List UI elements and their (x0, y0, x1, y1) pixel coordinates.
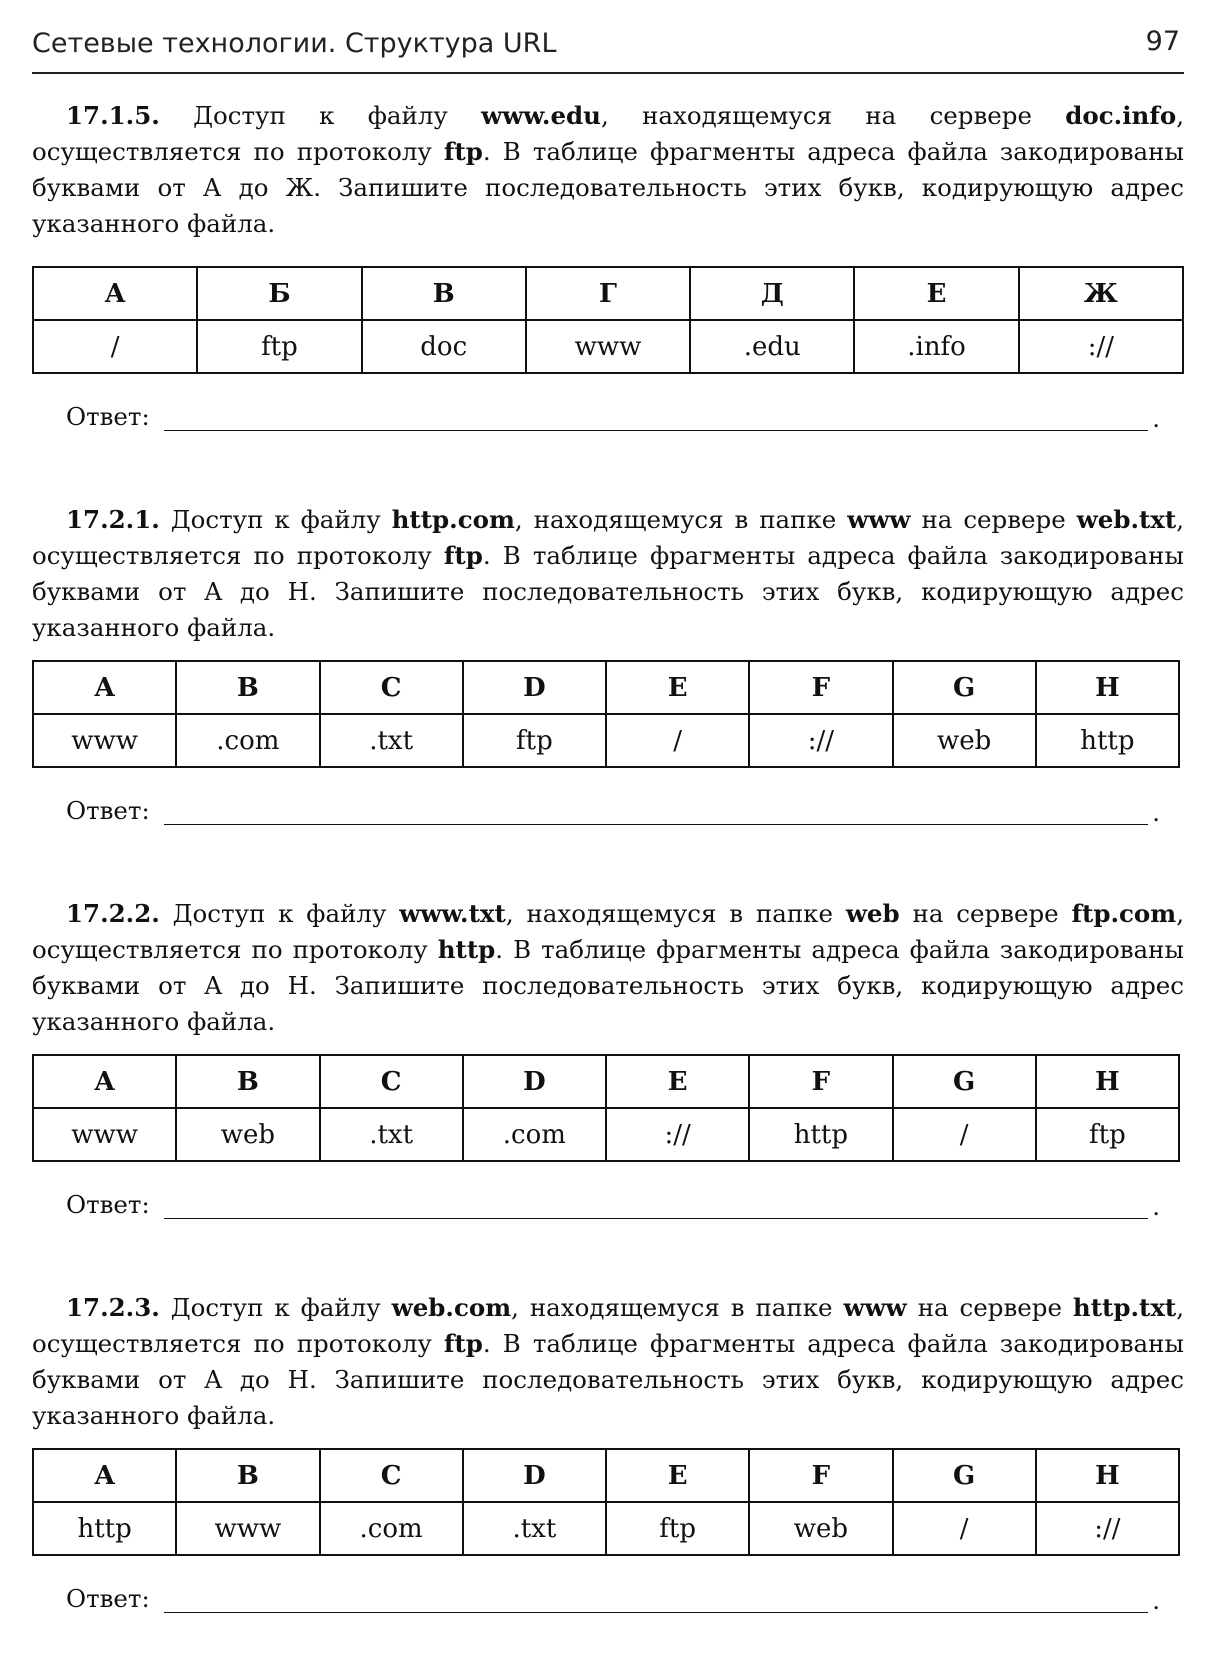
letter-cell: D (463, 661, 606, 714)
fragment-cell: web (749, 1502, 892, 1555)
letter-cell: Ж (1019, 267, 1183, 320)
answer-period: . (1152, 1586, 1160, 1615)
fragment-cell: :// (1019, 320, 1183, 373)
letter-cell: A (33, 1055, 176, 1108)
file-name: www.edu (481, 101, 601, 130)
file-name: www.txt (399, 899, 506, 928)
answer-line[interactable] (66, 402, 1170, 436)
task-text: 17.2.3. Доступ к файлу web.com, находящемуся в папке www на сервере http.txt, осуществляется по протоколу ftp. В таблице фрагменты адреса файла закодированы буквами от A до H. Запишите последовательность этих букв, кодирующую адрес указанного файла. (32, 1293, 1185, 1430)
letter-cell: A (33, 1449, 176, 1502)
letter-cell: C (320, 1449, 463, 1502)
fragment-cell: .com (463, 1108, 606, 1161)
letter-row (33, 1055, 1179, 1108)
answer-period: . (1152, 798, 1160, 827)
protocol-name: http (437, 935, 496, 964)
letter-cell: F (749, 1055, 892, 1108)
fragment-cell: / (33, 320, 197, 373)
letter-cell: G (893, 1449, 1036, 1502)
task-17-2-3 (32, 1290, 1184, 1434)
chapter-title: Сетевые технологии. Структура URL (32, 28, 557, 59)
task-17-1-5 (32, 98, 1184, 242)
answer-label: Ответ: (66, 1584, 150, 1613)
answer-blank[interactable] (164, 824, 1148, 825)
letter-cell: C (320, 1055, 463, 1108)
fragment-cell: ftp (197, 320, 361, 373)
letter-cell: А (33, 267, 197, 320)
letter-row (33, 267, 1183, 320)
protocol-name: ftp (443, 1329, 483, 1358)
fragment-cell: doc (362, 320, 526, 373)
letter-cell: H (1036, 661, 1179, 714)
protocol-name: ftp (443, 541, 483, 570)
fragment-cell: / (606, 714, 749, 767)
letter-cell: Б (197, 267, 361, 320)
fragment-cell: http (1036, 714, 1179, 767)
fragment-cell: :// (1036, 1502, 1179, 1555)
letter-cell: F (749, 661, 892, 714)
letter-cell: D (463, 1055, 606, 1108)
fragment-cell: http (33, 1502, 176, 1555)
answer-line[interactable] (66, 1584, 1170, 1618)
task-number: 17.2.1. (66, 505, 160, 534)
server-name: ftp.com (1071, 899, 1177, 928)
letter-cell: E (606, 1055, 749, 1108)
fragment-cell: / (893, 1108, 1036, 1161)
letter-row (33, 1449, 1179, 1502)
protocol-name: ftp (443, 137, 483, 166)
fragment-row (33, 1502, 1179, 1555)
fragment-cell: ftp (606, 1502, 749, 1555)
task-text: 17.2.1. Доступ к файлу http.com, находящемуся в папке www на сервере web.txt, осуществляется по протоколу ftp. В таблице фрагменты адреса файла закодированы буквами от A до H. Запишите последовательность этих букв, кодирующую адрес указанного файла. (32, 505, 1185, 642)
letter-cell: B (176, 1055, 319, 1108)
fragment-cell: :// (749, 714, 892, 767)
folder-name: www (843, 1293, 907, 1322)
letter-cell: E (606, 661, 749, 714)
fragment-cell: .txt (320, 714, 463, 767)
fragment-cell: .com (176, 714, 319, 767)
letter-cell: Д (690, 267, 854, 320)
task-text: 17.1.5. Доступ к файлу www.edu, находящемуся на сервере doc.info, осуществляется по протоколу ftp. В таблице фрагменты адреса файла закодированы буквами от А до Ж. Запишите последовательность этих букв, кодирующую адрес указанного файла. (32, 101, 1184, 238)
fragment-cell: web (893, 714, 1036, 767)
letter-cell: A (33, 661, 176, 714)
letter-cell: D (463, 1449, 606, 1502)
fragment-cell: .com (320, 1502, 463, 1555)
code-table (32, 1448, 1180, 1556)
answer-label: Ответ: (66, 402, 150, 431)
answer-period: . (1152, 1192, 1160, 1221)
task-text: 17.2.2. Доступ к файлу www.txt, находящемуся в папке web на сервере ftp.com, осуществляется по протоколу http. В таблице фрагменты адреса файла закодированы буквами от A до H. Запишите последовательность этих букв, кодирующую адрес указанного файла. (32, 899, 1184, 1036)
fragment-row (33, 714, 1179, 767)
letter-cell: G (893, 1055, 1036, 1108)
fragment-cell: .info (854, 320, 1018, 373)
server-name: doc.info (1065, 101, 1177, 130)
fragment-cell: web (176, 1108, 319, 1161)
folder-name: web (845, 899, 900, 928)
file-name: web.com (391, 1293, 512, 1322)
fragment-row (33, 1108, 1179, 1161)
letter-cell: B (176, 661, 319, 714)
answer-blank[interactable] (164, 1218, 1148, 1219)
code-table (32, 266, 1184, 374)
task-number: 17.2.3. (66, 1293, 160, 1322)
letter-cell: C (320, 661, 463, 714)
answer-line[interactable] (66, 796, 1170, 830)
fragment-cell: www (33, 714, 176, 767)
answer-blank[interactable] (164, 430, 1148, 431)
task-17-2-1 (32, 502, 1184, 646)
answer-label: Ответ: (66, 796, 150, 825)
fragment-cell: ftp (463, 714, 606, 767)
task-number: 17.2.2. (66, 899, 160, 928)
task-17-2-2 (32, 896, 1184, 1040)
answer-line[interactable] (66, 1190, 1170, 1224)
folder-name: www (847, 505, 911, 534)
fragment-cell: www (176, 1502, 319, 1555)
letter-cell: H (1036, 1449, 1179, 1502)
answer-period: . (1152, 404, 1160, 433)
fragment-cell: ftp (1036, 1108, 1179, 1161)
fragment-cell: :// (606, 1108, 749, 1161)
letter-cell: H (1036, 1055, 1179, 1108)
fragment-cell: .txt (463, 1502, 606, 1555)
letter-cell: F (749, 1449, 892, 1502)
letter-cell: Е (854, 267, 1018, 320)
server-name: http.txt (1072, 1293, 1177, 1322)
fragment-cell: / (893, 1502, 1036, 1555)
code-table (32, 1054, 1180, 1162)
fragment-cell: http (749, 1108, 892, 1161)
fragment-row (33, 320, 1183, 373)
answer-label: Ответ: (66, 1190, 150, 1219)
letter-cell: G (893, 661, 1036, 714)
letter-cell: Г (526, 267, 690, 320)
page-header (32, 24, 1184, 74)
fragment-cell: www (526, 320, 690, 373)
letter-cell: B (176, 1449, 319, 1502)
server-name: web.txt (1076, 505, 1177, 534)
file-name: http.com (391, 505, 515, 534)
fragment-cell: .txt (320, 1108, 463, 1161)
page-number: 97 (1145, 26, 1180, 57)
fragment-cell: .edu (690, 320, 854, 373)
code-table (32, 660, 1180, 768)
fragment-cell: www (33, 1108, 176, 1161)
answer-blank[interactable] (164, 1612, 1148, 1613)
letter-cell: E (606, 1449, 749, 1502)
letter-row (33, 661, 1179, 714)
letter-cell: В (362, 267, 526, 320)
task-number: 17.1.5. (66, 101, 160, 130)
